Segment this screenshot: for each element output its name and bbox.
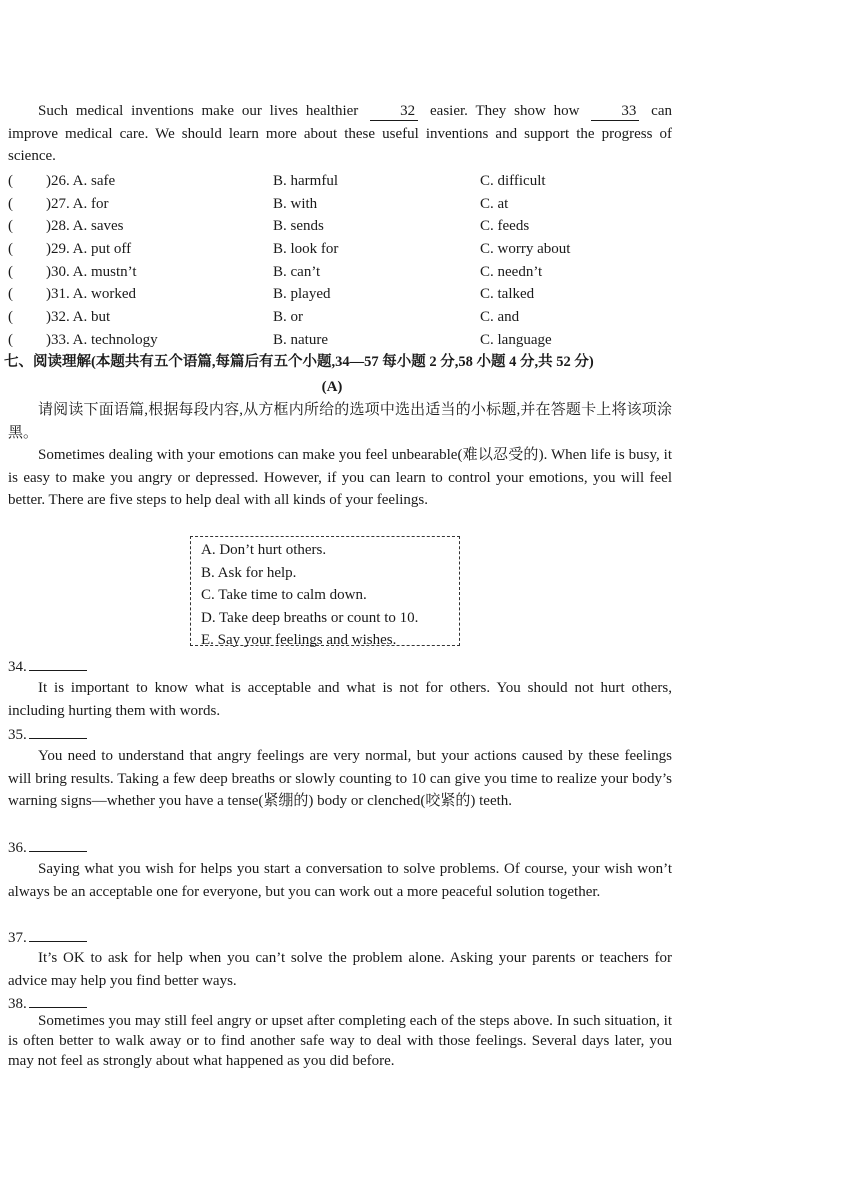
- option-row-26: [8, 170, 672, 193]
- option-c: C. language: [480, 331, 552, 348]
- question-number: 38.: [8, 996, 27, 1012]
- question-36-label: [8, 837, 87, 860]
- box-option-d: D. Take deep breaths or count to 10.: [201, 609, 419, 626]
- option-row-29: [8, 238, 672, 261]
- option-row-33: [8, 329, 672, 352]
- box-option-a: A. Don’t hurt others.: [201, 542, 327, 558]
- option-b: B. or: [273, 309, 303, 326]
- instruction-block: [8, 399, 672, 444]
- answer-paren: (: [8, 286, 13, 303]
- intro-paragraph: Sometimes dealing with your emotions can make you feel unbearable(难以忍受的). When life is busy, it is easy to make you angry or depressed. However, if you can learn to control your emotions, you will feel better. There are five steps to help deal with all kinds of your feelings.: [8, 447, 672, 508]
- question-number: 36.: [8, 840, 27, 856]
- option-b: B. sends: [273, 218, 324, 235]
- question-paragraph: Saying what you wish for helps you start a conversation to solve problems. Of course, your wish won’t always be an acceptable one for everyone, but you can work out a more peaceful solution together.: [8, 861, 672, 900]
- option-row-28: [8, 215, 672, 238]
- answer-paren: (: [8, 309, 13, 326]
- question-paragraph: It’s OK to ask for help when you can’t solve the problem alone. Asking your parents or teachers for advice may help you find better ways.: [8, 950, 672, 989]
- intro-block: [8, 444, 672, 512]
- cloze-passage-ending: [8, 100, 672, 168]
- box-option-b: B. Ask for help.: [201, 564, 297, 581]
- option-row-32: [8, 306, 672, 329]
- box-option-e: E. Say your feelings and wishes.: [201, 632, 397, 648]
- question-number: 35.: [8, 727, 27, 743]
- heading-options-box: [190, 536, 460, 646]
- option-a: )27. A. for: [46, 195, 109, 212]
- option-a: )32. A. but: [46, 309, 111, 326]
- option-c: C. and: [480, 309, 520, 326]
- option-b: B. played: [273, 286, 331, 303]
- section-heading: 七、阅读理解(本题共有五个语篇,每篇后有五个小题,34—57 每小题 2 分,58 小题 4 分,共 52 分): [4, 354, 594, 370]
- cloze-paragraph: [8, 100, 672, 168]
- answer-paren: (: [8, 195, 13, 212]
- passage-label: (A): [321, 379, 343, 395]
- option-row-27: [8, 193, 672, 216]
- cloze-text-3: can improve medical care. We should learn more about these useful inventions and support the progress of science.: [8, 103, 672, 164]
- question-34-label: [8, 656, 87, 679]
- option-c: C. difficult: [480, 173, 546, 189]
- option-c: C. feeds: [480, 218, 530, 235]
- question-35-label: [8, 724, 87, 747]
- answer-blank: [29, 927, 87, 942]
- option-b: B. look for: [273, 241, 339, 258]
- option-b: B. with: [273, 195, 318, 212]
- option-a: )28. A. saves: [46, 218, 124, 235]
- cloze-text-1: Such medical inventions make our lives healthier: [38, 103, 359, 119]
- option-a: )31. A. worked: [46, 286, 136, 303]
- question-35-block: [8, 745, 672, 813]
- instruction-text: 请阅读下面语篇,根据每段内容,从方框内所给的选项中选出适当的小标题,并在答题卡上将该项涂黑。: [8, 402, 672, 441]
- answer-paren: (: [8, 331, 13, 348]
- answer-blank: [29, 837, 87, 852]
- question-paragraph: You need to understand that angry feelings are very normal, but your actions caused by these feelings will bring results. Taking a few deep breaths or slowly counting to 10 can give you time to realize your body’s warning signs—whether you have a tense(紧绷的) body or clenched(咬紧的) teeth.: [8, 748, 672, 809]
- option-b: B. can’t: [273, 263, 321, 280]
- option-c: C. at: [480, 195, 509, 212]
- cloze-text-2: easier. They show how: [430, 103, 580, 119]
- question-number: 37.: [8, 930, 27, 946]
- option-c: C. talked: [480, 286, 535, 303]
- question-38-block: [8, 1011, 672, 1071]
- option-row-31: [8, 283, 672, 306]
- answer-blank: [29, 724, 87, 739]
- answer-paren: (: [8, 241, 13, 258]
- question-paragraph: It is important to know what is acceptable and what is not for others. You should not hurt others, including hurting them with words.: [8, 680, 672, 719]
- question-number: 34.: [8, 659, 27, 675]
- answer-blank: [29, 656, 87, 671]
- question-34-block: [8, 677, 672, 722]
- question-37-block: [8, 947, 672, 992]
- option-b: B. harmful: [273, 173, 338, 189]
- option-a: )29. A. put off: [46, 241, 132, 258]
- blank-32: 32: [370, 103, 418, 121]
- cloze-options: [8, 170, 672, 352]
- option-c: C. needn’t: [480, 263, 543, 280]
- answer-paren: (: [8, 218, 13, 235]
- option-a: )26. A. safe: [46, 173, 116, 189]
- blank-33: 33: [591, 103, 639, 121]
- option-a: )30. A. mustn’t: [46, 263, 137, 280]
- answer-blank: [29, 993, 87, 1008]
- answer-paren: (: [8, 263, 13, 280]
- question-paragraph: Sometimes you may still feel angry or upset after completing each of the steps above. In such situation, it is often better to walk away or to find another safe way to deal with those feelings. Several days later, you may not feel as strongly about what happened as you did before.: [8, 1013, 672, 1069]
- option-c: C. worry about: [480, 241, 571, 258]
- option-a: )33. A. technology: [46, 331, 158, 348]
- option-row-30: [8, 261, 672, 284]
- option-b: B. nature: [273, 331, 328, 348]
- box-option-c: C. Take time to calm down.: [201, 587, 367, 603]
- answer-paren: (: [8, 173, 13, 189]
- question-36-block: [8, 858, 672, 903]
